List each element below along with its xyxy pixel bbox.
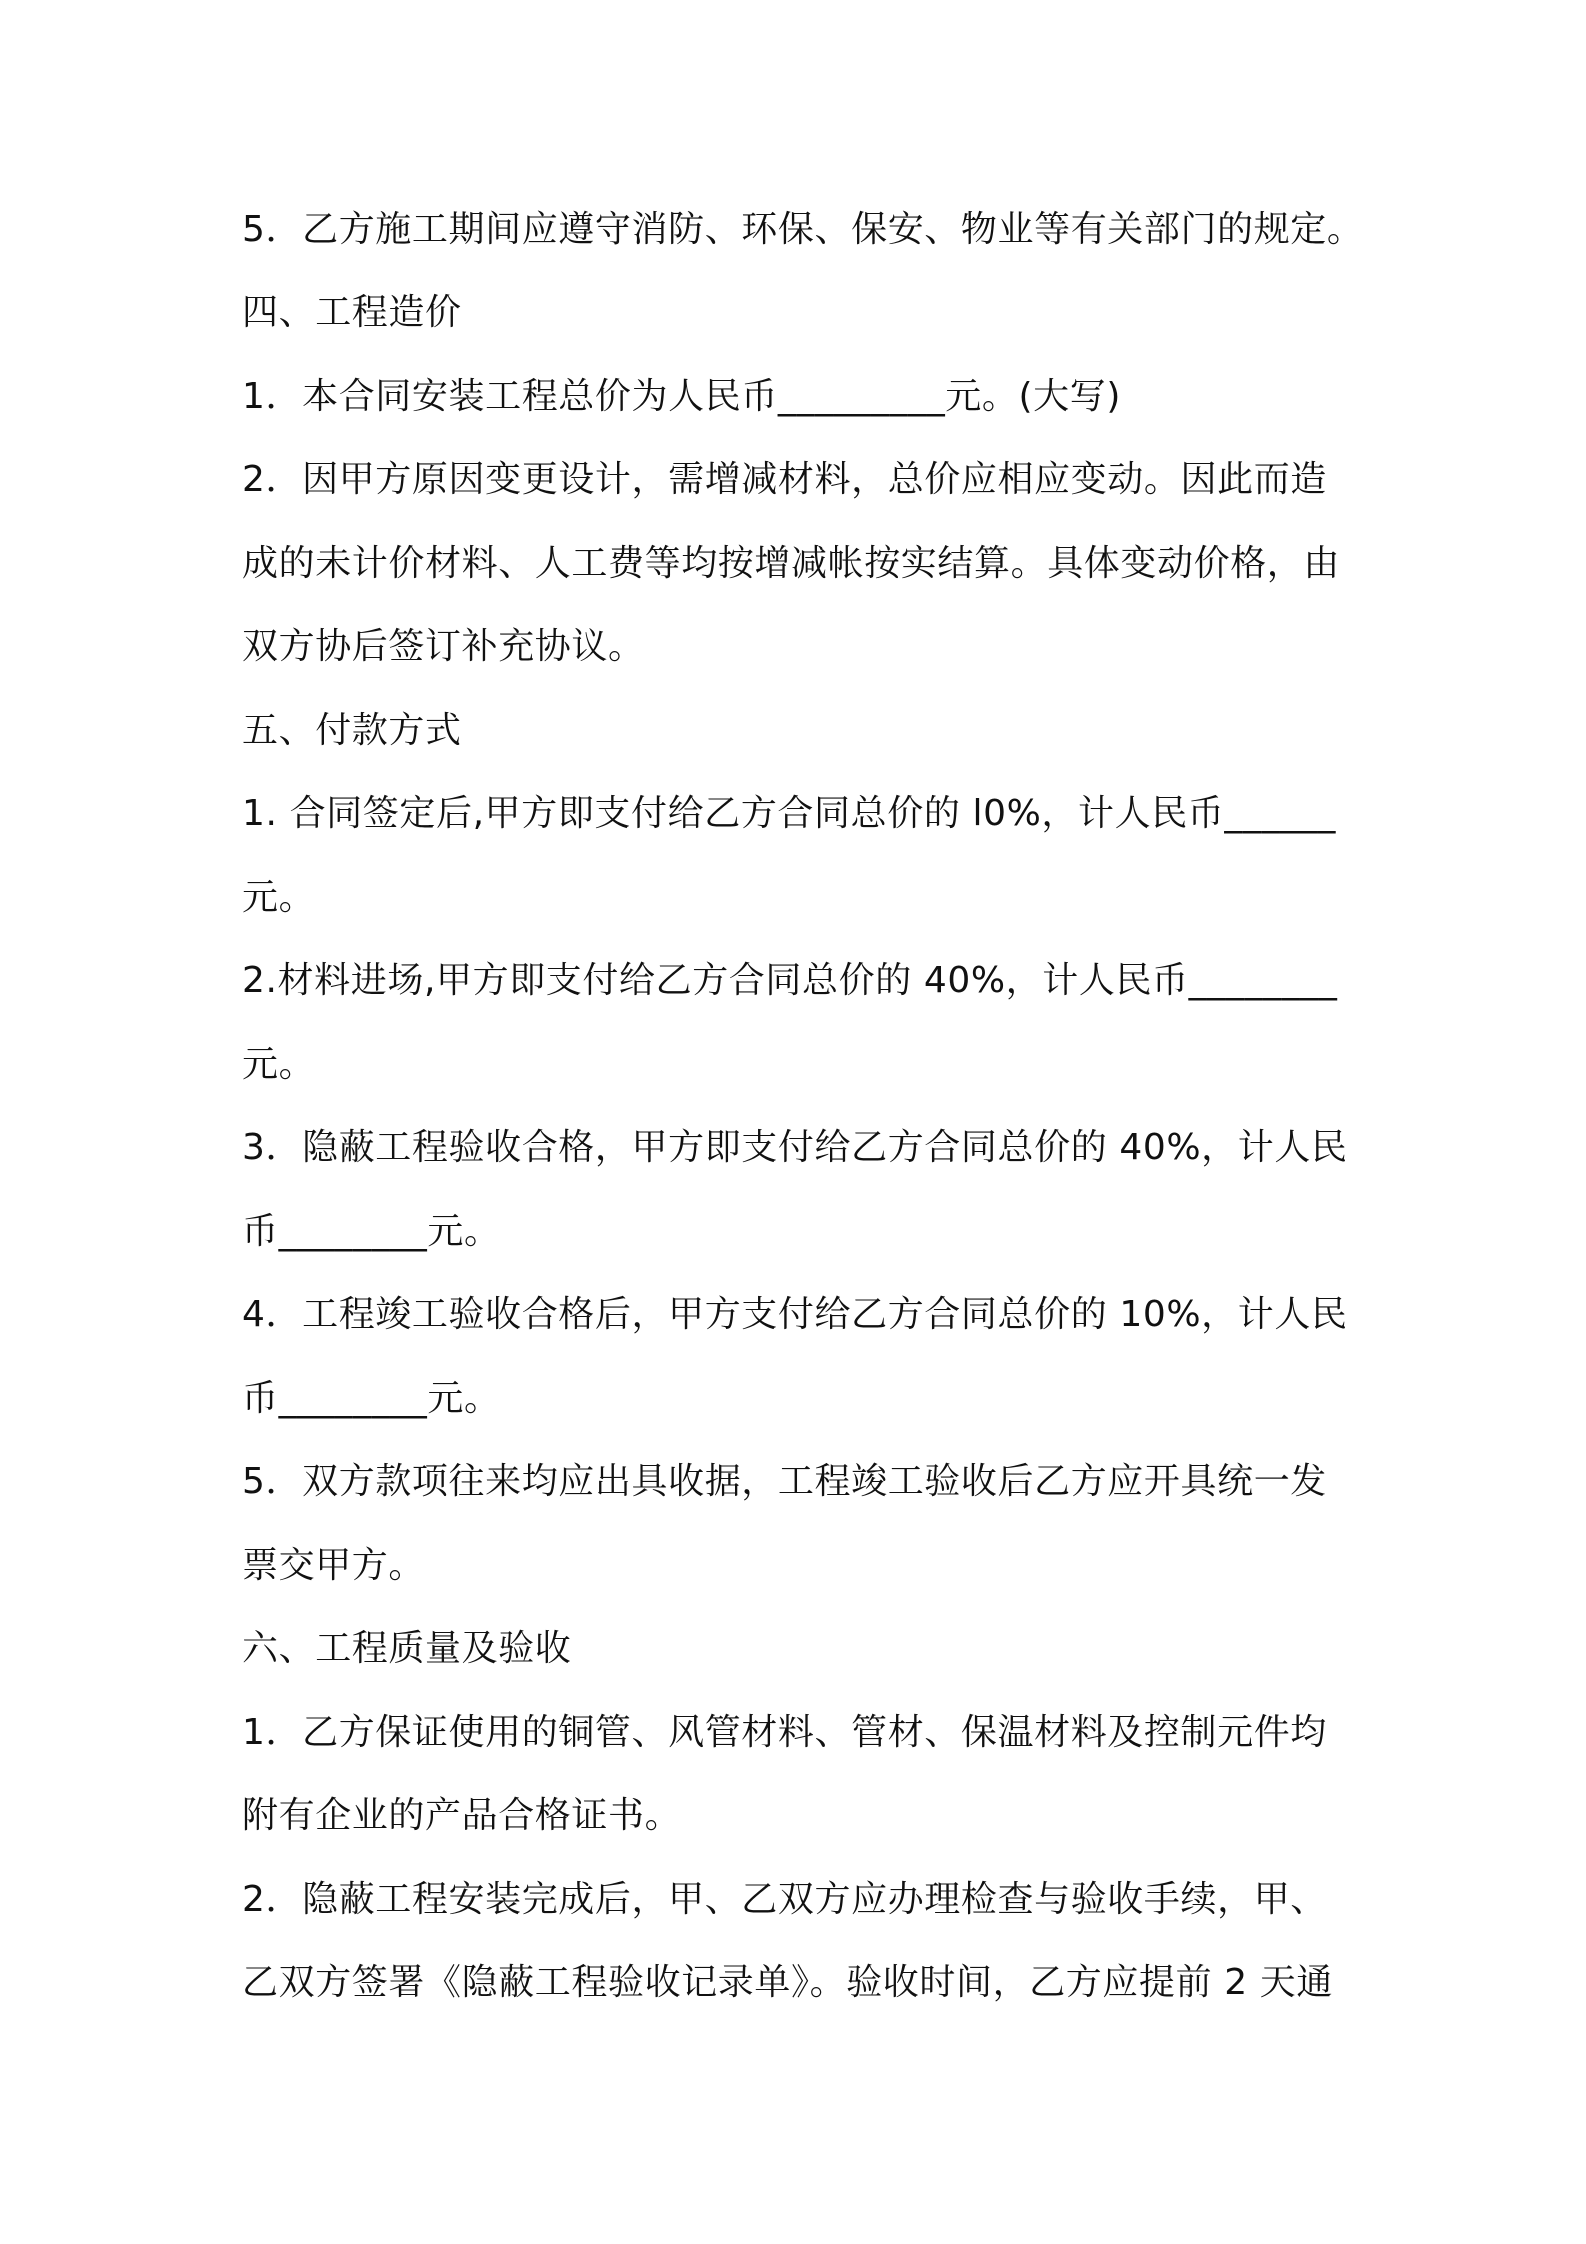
text-line: 票交甲方。 — [242, 1545, 426, 1586]
section-heading: 五、付款方式 — [242, 710, 462, 751]
text-line: 币________元。 — [242, 1378, 501, 1419]
text-line: 元。 — [242, 1044, 316, 1085]
text-line: 附有企业的产品合格证书。 — [242, 1795, 682, 1836]
text-line: 成的未计价材料、人工费等均按增减帐按实结算。具体变动价格，由 — [242, 543, 1341, 584]
text-line: 元。 — [242, 877, 316, 918]
text-line: 4．工程竣工验收合格后，甲方支付给乙方合同总价的 10%，计人民 — [242, 1294, 1348, 1335]
text-line: 1. 合同签定后,甲方即支付给乙方合同总价的 l0%，计人民币______ — [242, 793, 1336, 834]
text-line: 2．隐蔽工程安装完成后，甲、乙双方应办理检查与验收手续，甲、 — [242, 1879, 1327, 1920]
section-heading: 四、工程造价 — [242, 292, 462, 333]
text-line: 3．隐蔽工程验收合格，甲方即支付给乙方合同总价的 40%，计人民 — [242, 1127, 1348, 1168]
section-heading: 六、工程质量及验收 — [242, 1628, 572, 1669]
text-line: 1．本合同安装工程总价为人民币_________元。(大写) — [242, 376, 1121, 417]
text-line: 乙双方签署《隐蔽工程验收记录单》。验收时间，乙方应提前 2 天通 — [242, 1962, 1333, 2003]
text-line: 5．乙方施工期间应遵守消防、环保、保安、物业等有关部门的规定。 — [242, 209, 1364, 250]
text-line: 2．因甲方原因变更设计，需增减材料，总价应相应变动。因此而造 — [242, 459, 1327, 500]
text-line: 币________元。 — [242, 1211, 501, 1252]
text-line: 2.材料进场,甲方即支付给乙方合同总价的 40%，计人民币________ — [242, 960, 1338, 1001]
text-line: 1．乙方保证使用的铜管、风管材料、管材、保温材料及控制元件均 — [242, 1712, 1327, 1753]
text-line: 5．双方款项往来均应出具收据，工程竣工验收后乙方应开具统一发 — [242, 1461, 1327, 1502]
text-line: 双方协后签订补充协议。 — [242, 626, 645, 667]
